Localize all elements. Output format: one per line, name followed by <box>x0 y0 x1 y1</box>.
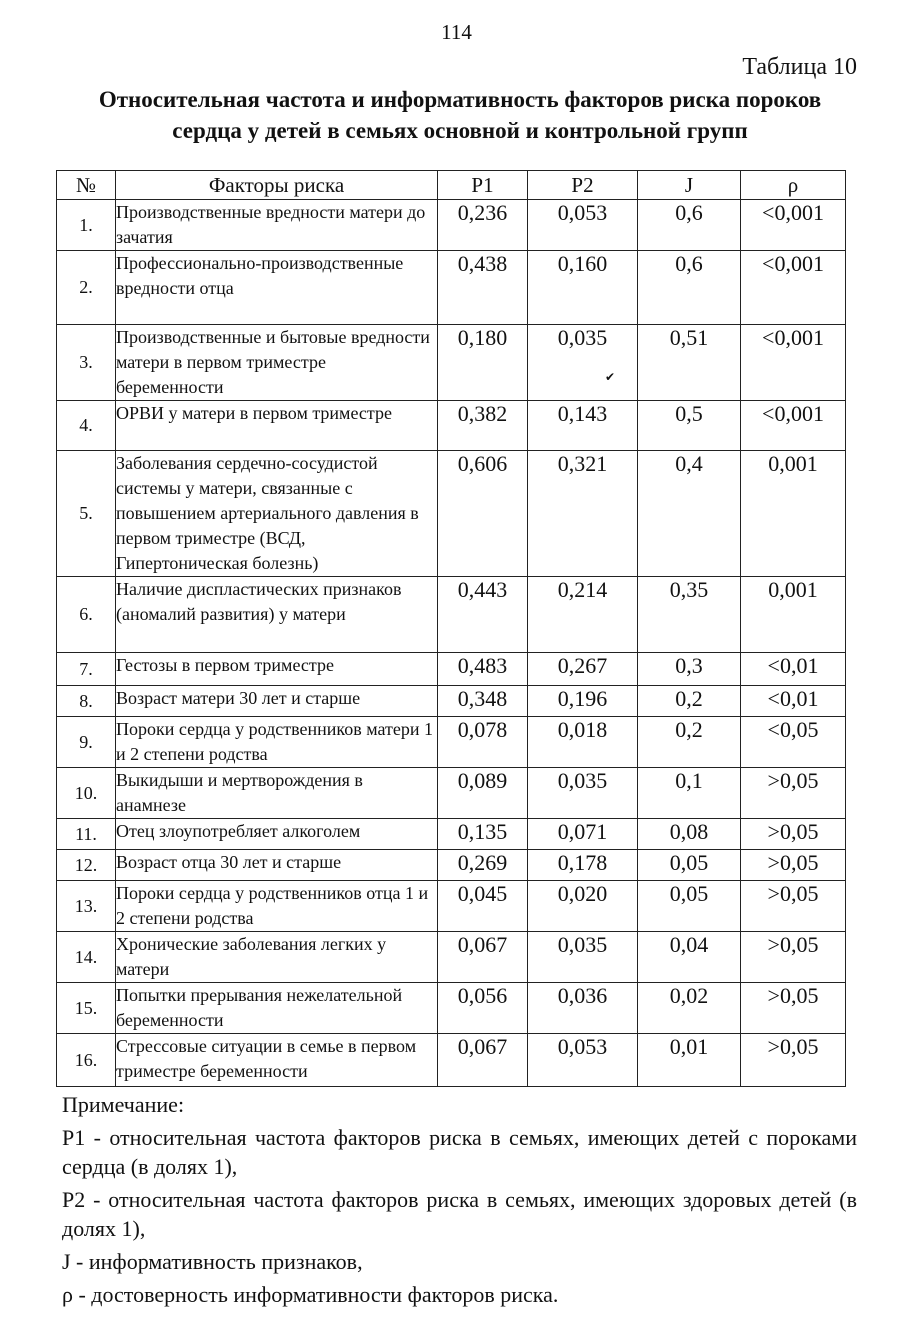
factor-cell: ОРВИ у матери в первом триместре <box>116 401 438 451</box>
table-row <box>57 251 846 325</box>
p2-cell: 0,053 <box>528 1034 638 1087</box>
j-cell: 0,05 <box>638 850 741 881</box>
row-number: 3. <box>57 325 116 401</box>
p1-cell: 0,056 <box>438 983 528 1034</box>
p2-cell: 0,160 <box>528 251 638 325</box>
row-number: 1. <box>57 200 116 251</box>
notes <box>62 1090 857 1313</box>
note-p2: P2 - относительная частота факторов риска в семьях, имеющих здоровых детей (в долях 1), <box>62 1187 857 1241</box>
rho-cell: >0,05 <box>741 932 846 983</box>
p2-cell: 0,214 <box>528 577 638 653</box>
rho-cell: >0,05 <box>741 1034 846 1087</box>
p1-cell: 0,067 <box>438 1034 528 1087</box>
p1-cell: 0,382 <box>438 401 528 451</box>
row-number: 5. <box>57 451 116 577</box>
p1-cell: 0,348 <box>438 686 528 717</box>
j-cell: 0,35 <box>638 577 741 653</box>
rho-cell: >0,05 <box>741 850 846 881</box>
p1-cell: 0,089 <box>438 768 528 819</box>
table-row <box>57 850 846 881</box>
row-number: 14. <box>57 932 116 983</box>
factor-cell: Заболевания сердечно-сосудистой системы у матери, связанные с повышением артериального давления в первом триместре (ВСД, Гипертоническая болезнь) <box>116 451 438 577</box>
rho-cell: <0,05 <box>741 717 846 768</box>
j-cell: 0,02 <box>638 983 741 1034</box>
j-cell: 0,3 <box>638 653 741 686</box>
document-title <box>60 84 860 146</box>
table-row <box>57 932 846 983</box>
row-number: 10. <box>57 768 116 819</box>
header-number: № <box>57 171 116 200</box>
factor-cell: Хронические заболевания легких у матери <box>116 932 438 983</box>
table-row <box>57 200 846 251</box>
table-row <box>57 768 846 819</box>
p2-cell: 0,267 <box>528 653 638 686</box>
table-row <box>57 653 846 686</box>
p2-cell: 0,036 <box>528 983 638 1034</box>
factor-cell: Пороки сердца у родственников матери 1 и 2 степени родства <box>116 717 438 768</box>
p1-cell: 0,606 <box>438 451 528 577</box>
rho-cell: <0,001 <box>741 325 846 401</box>
header-j: J <box>638 171 741 200</box>
table-row <box>57 1034 846 1087</box>
rho-cell: <0,01 <box>741 653 846 686</box>
factor-cell: Производственные вредности матери до зачатия <box>116 200 438 251</box>
factor-cell: Возраст матери 30 лет и старше <box>116 686 438 717</box>
j-cell: 0,2 <box>638 717 741 768</box>
header-factor: Факторы риска <box>116 171 438 200</box>
rho-cell: <0,001 <box>741 401 846 451</box>
row-number: 11. <box>57 819 116 850</box>
rho-cell: >0,05 <box>741 983 846 1034</box>
factor-cell: Наличие диспластических признаков (аномалий развития) у матери <box>116 577 438 653</box>
factor-cell: Производственные и бытовые вредности матери в первом триместре беременности <box>116 325 438 401</box>
rho-cell: <0,001 <box>741 200 846 251</box>
p1-cell: 0,443 <box>438 577 528 653</box>
table-caption: Таблица 10 <box>742 54 857 80</box>
row-number: 13. <box>57 881 116 932</box>
p1-cell: 0,180 <box>438 325 528 401</box>
p2-cell: 0,020 <box>528 881 638 932</box>
factor-cell: Попытки прерывания нежелательной беременности <box>116 983 438 1034</box>
table-row <box>57 881 846 932</box>
p2-cell: 0,035 <box>528 768 638 819</box>
j-cell: 0,5 <box>638 401 741 451</box>
table-row <box>57 983 846 1034</box>
table-header-row <box>57 171 846 200</box>
row-number: 15. <box>57 983 116 1034</box>
rho-cell: >0,05 <box>741 768 846 819</box>
p2-cell: 0,035 <box>528 932 638 983</box>
rho-cell: >0,05 <box>741 881 846 932</box>
notes-heading: Примечание: <box>62 1092 185 1117</box>
stray-mark: ✔ <box>605 370 616 384</box>
j-cell: 0,51 <box>638 325 741 401</box>
table-row <box>57 686 846 717</box>
j-cell: 0,04 <box>638 932 741 983</box>
p1-cell: 0,438 <box>438 251 528 325</box>
j-cell: 0,6 <box>638 200 741 251</box>
row-number: 4. <box>57 401 116 451</box>
p1-cell: 0,045 <box>438 881 528 932</box>
p2-cell: 0,053 <box>528 200 638 251</box>
note-j: J - информативность признаков, <box>62 1249 363 1274</box>
p2-cell: 0,196 <box>528 686 638 717</box>
rho-cell: <0,01 <box>741 686 846 717</box>
page-number: 114 <box>441 20 472 44</box>
j-cell: 0,01 <box>638 1034 741 1087</box>
j-cell: 0,05 <box>638 881 741 932</box>
table-row <box>57 325 846 401</box>
factor-cell: Отец злоупотребляет алкоголем <box>116 819 438 850</box>
factor-cell: Профессионально-производственные вредности отца <box>116 251 438 325</box>
table-row <box>57 717 846 768</box>
row-number: 16. <box>57 1034 116 1087</box>
p1-cell: 0,483 <box>438 653 528 686</box>
row-number: 8. <box>57 686 116 717</box>
rho-cell: 0,001 <box>741 577 846 653</box>
rho-cell: 0,001 <box>741 451 846 577</box>
j-cell: 0,08 <box>638 819 741 850</box>
p1-cell: 0,236 <box>438 200 528 251</box>
risk-factors-table <box>56 170 846 1087</box>
factor-cell: Гестозы в первом триместре <box>116 653 438 686</box>
p1-cell: 0,078 <box>438 717 528 768</box>
row-number: 7. <box>57 653 116 686</box>
title-line-1: Относительная частота и информативность факторов риска пороков <box>98 87 822 112</box>
p2-cell: 0,071 <box>528 819 638 850</box>
table-row <box>57 401 846 451</box>
table-row <box>57 451 846 577</box>
p2-cell: 0,035 <box>528 325 638 401</box>
table-row <box>57 577 846 653</box>
rho-cell: >0,05 <box>741 819 846 850</box>
factor-cell: Возраст отца 30 лет и старше <box>116 850 438 881</box>
title-line-2: сердца у детей в семьях основной и контрольной групп <box>172 118 748 143</box>
p2-cell: 0,178 <box>528 850 638 881</box>
j-cell: 0,4 <box>638 451 741 577</box>
factor-cell: Выкидыши и мертворождения в анамнезе <box>116 768 438 819</box>
p1-cell: 0,067 <box>438 932 528 983</box>
table-row <box>57 819 846 850</box>
row-number: 9. <box>57 717 116 768</box>
p1-cell: 0,269 <box>438 850 528 881</box>
note-p1: P1 - относительная частота факторов риска в семьях, имеющих детей с пороками сердца (в долях 1), <box>62 1125 857 1179</box>
j-cell: 0,6 <box>638 251 741 325</box>
p2-cell: 0,143 <box>528 401 638 451</box>
row-number: 6. <box>57 577 116 653</box>
factor-cell: Стрессовые ситуации в семье в первом триместре беременности <box>116 1034 438 1087</box>
p2-cell: 0,018 <box>528 717 638 768</box>
row-number: 2. <box>57 251 116 325</box>
header-p1: P1 <box>438 171 528 200</box>
p2-cell: 0,321 <box>528 451 638 577</box>
header-p2: P2 <box>528 171 638 200</box>
factor-cell: Пороки сердца у родственников отца 1 и 2 степени родства <box>116 881 438 932</box>
row-number: 12. <box>57 850 116 881</box>
p1-cell: 0,135 <box>438 819 528 850</box>
note-rho: ρ - достоверность информативности факторов риска. <box>62 1282 559 1307</box>
rho-cell: <0,001 <box>741 251 846 325</box>
header-rho: ρ <box>741 171 846 200</box>
j-cell: 0,1 <box>638 768 741 819</box>
j-cell: 0,2 <box>638 686 741 717</box>
